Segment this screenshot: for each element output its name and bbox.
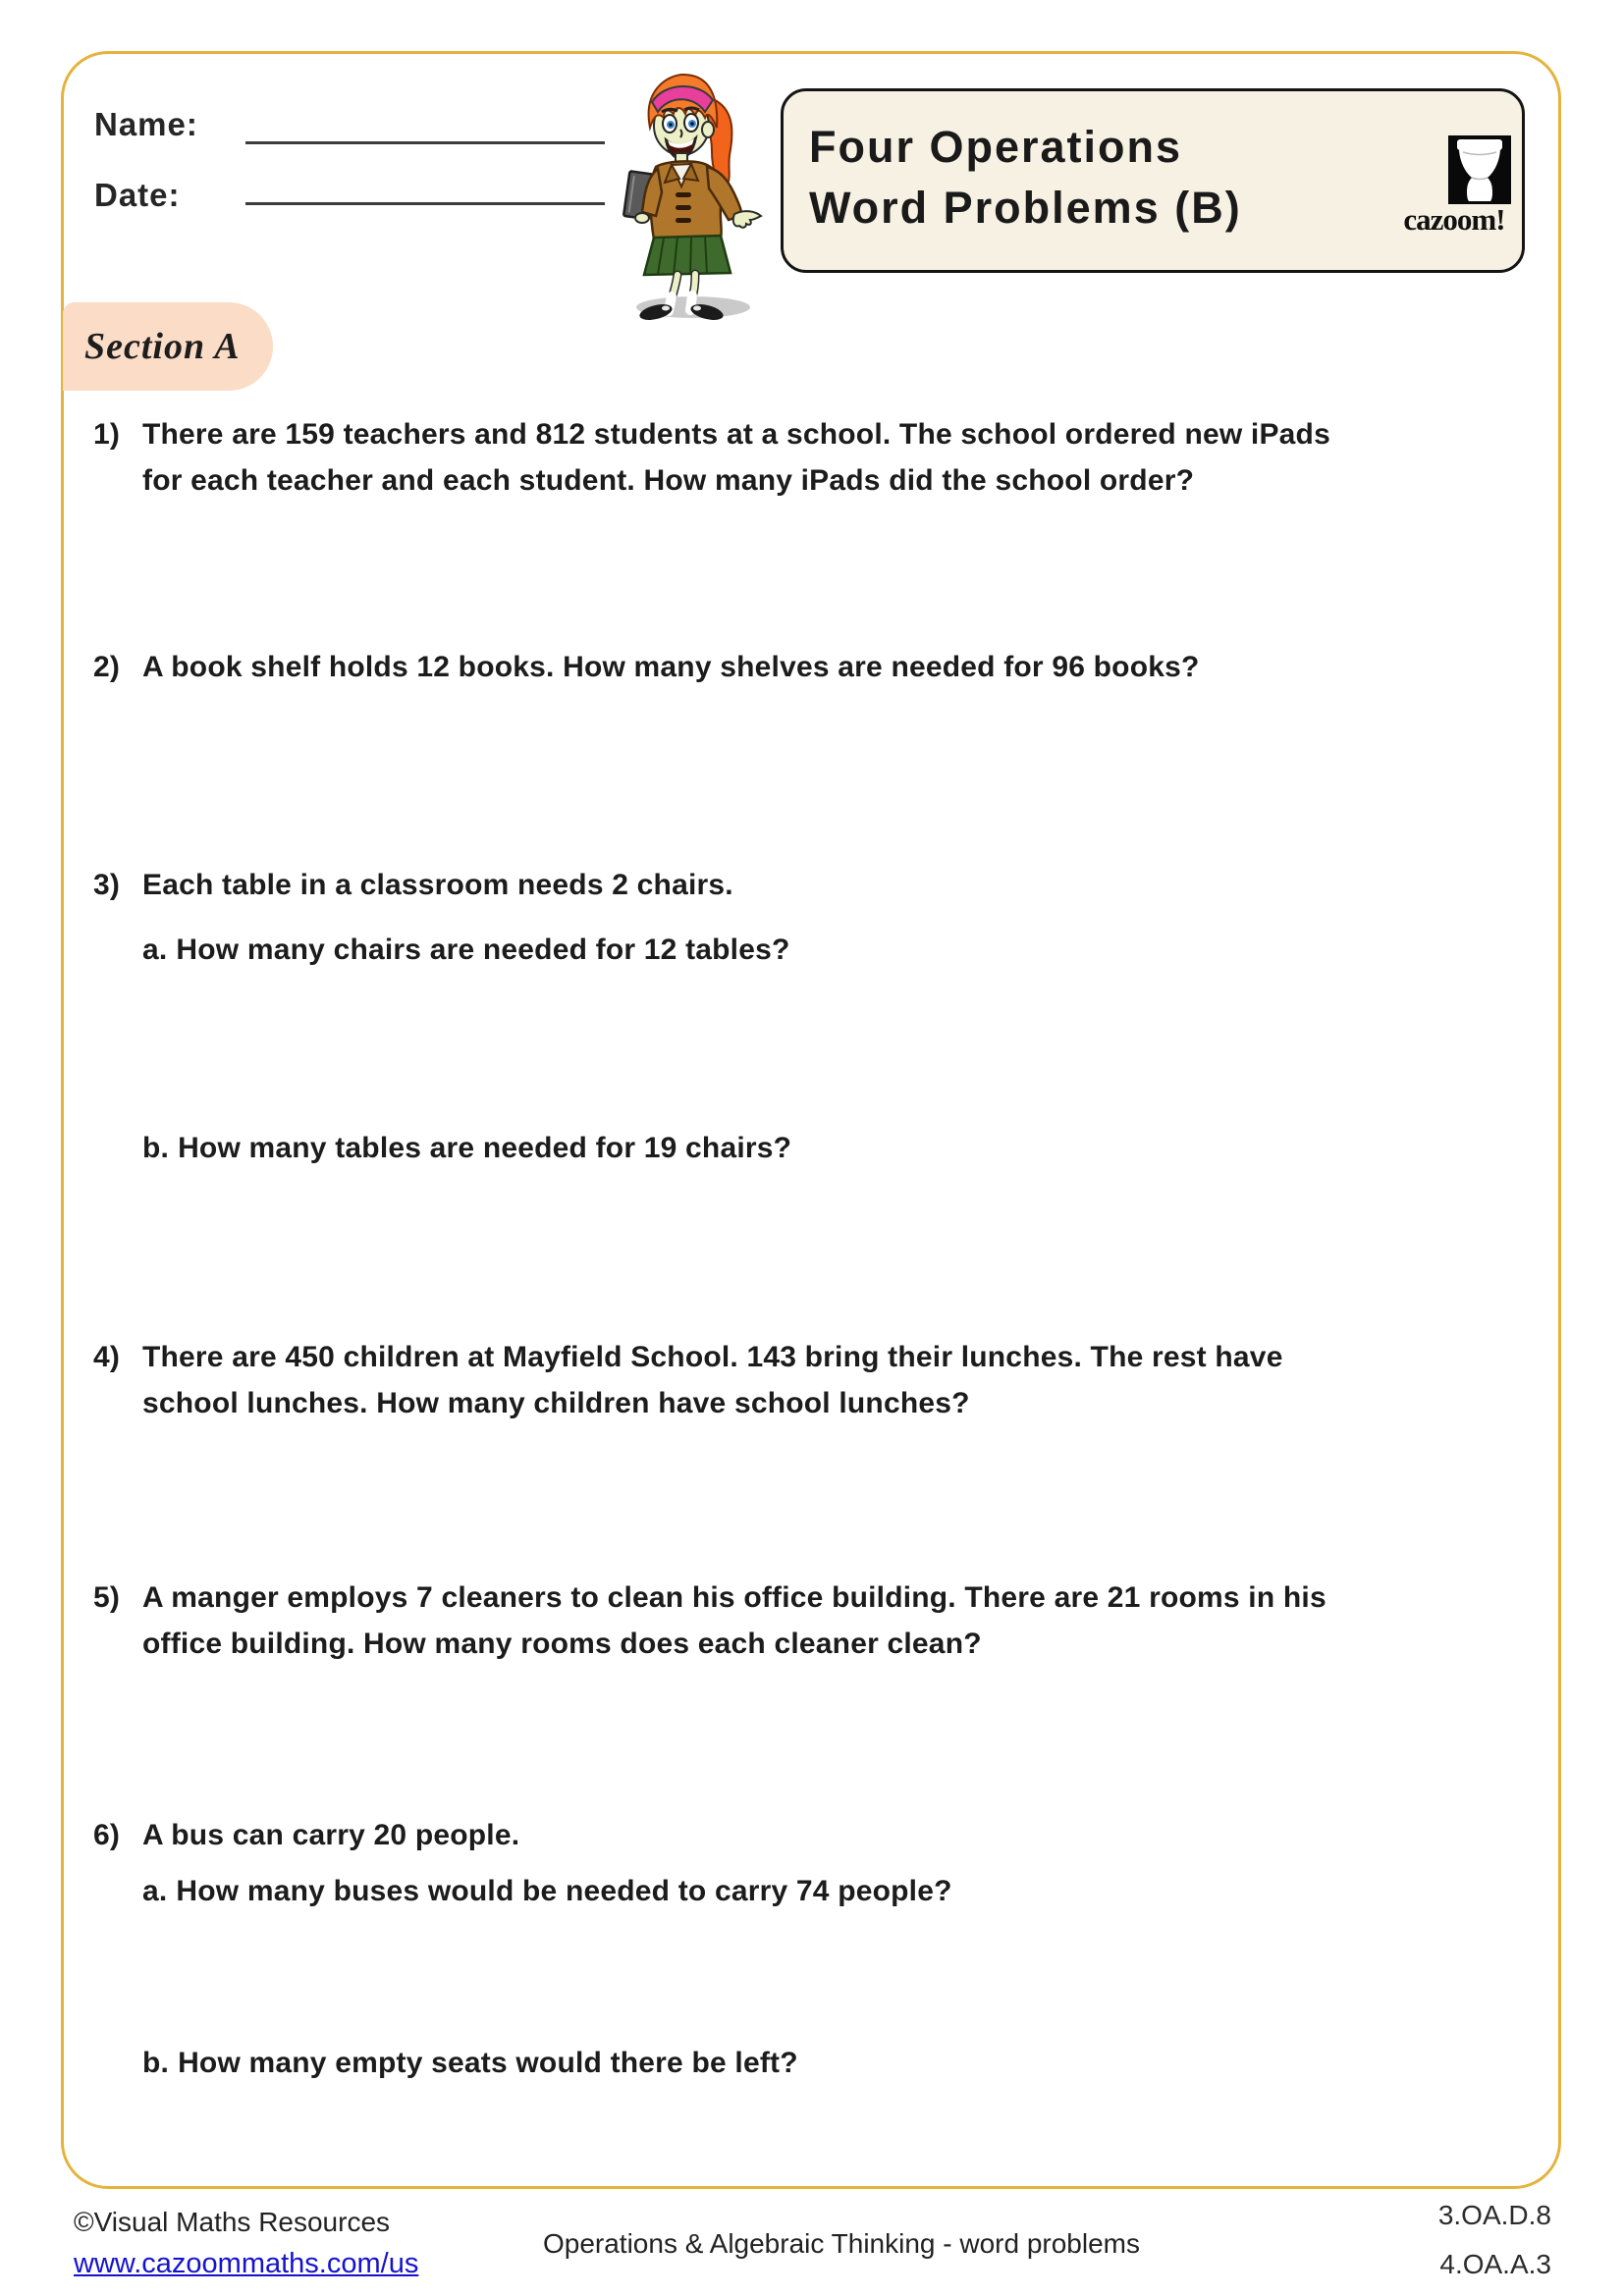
problem-2-number: 2) (93, 651, 121, 683)
problem-3-line-1: 3) Each table in a classroom needs 2 chairs. (93, 862, 733, 908)
name-blank-line (245, 141, 605, 144)
title-line-1: Four Operations (809, 122, 1183, 172)
name-label: Name: (94, 106, 198, 142)
footer-standards (1438, 2191, 1551, 2289)
standard-1: 3.OA.D.8 (1437, 2200, 1551, 2230)
problem-1-line-2: for each teacher and each student. How many iPads did the school order? (142, 464, 1195, 497)
title-line-2: Word Problems (B) (809, 183, 1242, 233)
footer-topic: Operations & Algebraic Thinking - word problems (542, 2228, 1140, 2259)
footer-website-link[interactable]: www.cazoommaths.com/us (74, 2248, 419, 2279)
standard-2: 4.OA.A.3 (1439, 2249, 1551, 2279)
problem-3b: b. How many tables are needed for 19 chairs? (142, 1132, 792, 1164)
student-girl-illustration (597, 69, 774, 324)
problem-1-line-1: 1) There are 159 teachers and 812 students at a school. The school ordered new iPads (93, 411, 1330, 457)
problem-1-number: 1) (93, 418, 121, 451)
problem-6-line-1: 6) A bus can carry 20 people. (93, 1812, 519, 1858)
cazoom-wordmark: cazoom! (1403, 202, 1505, 237)
cazoom-logo (1422, 135, 1540, 206)
worksheet-title-box (781, 88, 1525, 273)
problem-4-line-1: 4) There are 450 children at Mayfield School. 143 bring their lunches. The rest have (93, 1334, 1283, 1380)
problem-2-line-1: 2) A book shelf holds 12 books. How many shelves are needed for 96 books? (93, 644, 1200, 690)
problem-4-number: 4) (93, 1341, 121, 1373)
section-a-label: Section A (84, 326, 241, 367)
problem-3-number: 3) (93, 869, 121, 901)
problem-5-number: 5) (93, 1581, 121, 1614)
section-a-tab (63, 302, 273, 391)
footer-copyright: ©Visual Maths Resources (74, 2207, 391, 2237)
date-blank-line (245, 202, 605, 205)
problem-6b: b. How many empty seats would there be left? (142, 2047, 798, 2079)
problem-3a: a. How many chairs are needed for 12 tables? (142, 934, 790, 966)
problem-5-line-2: office building. How many rooms does each cleaner clean? (142, 1628, 982, 1660)
date-label: Date: (94, 177, 181, 213)
problem-6a: a. How many buses would be needed to carry 74 people? (142, 1875, 952, 1907)
problem-4-line-2: school lunches. How many children have school lunches? (142, 1387, 970, 1419)
problem-6-number: 6) (93, 1819, 121, 1851)
problem-5-line-1: 5) A manger employs 7 cleaners to clean his office building. There are 21 rooms in his (93, 1575, 1326, 1621)
worksheet-title (809, 117, 1242, 239)
